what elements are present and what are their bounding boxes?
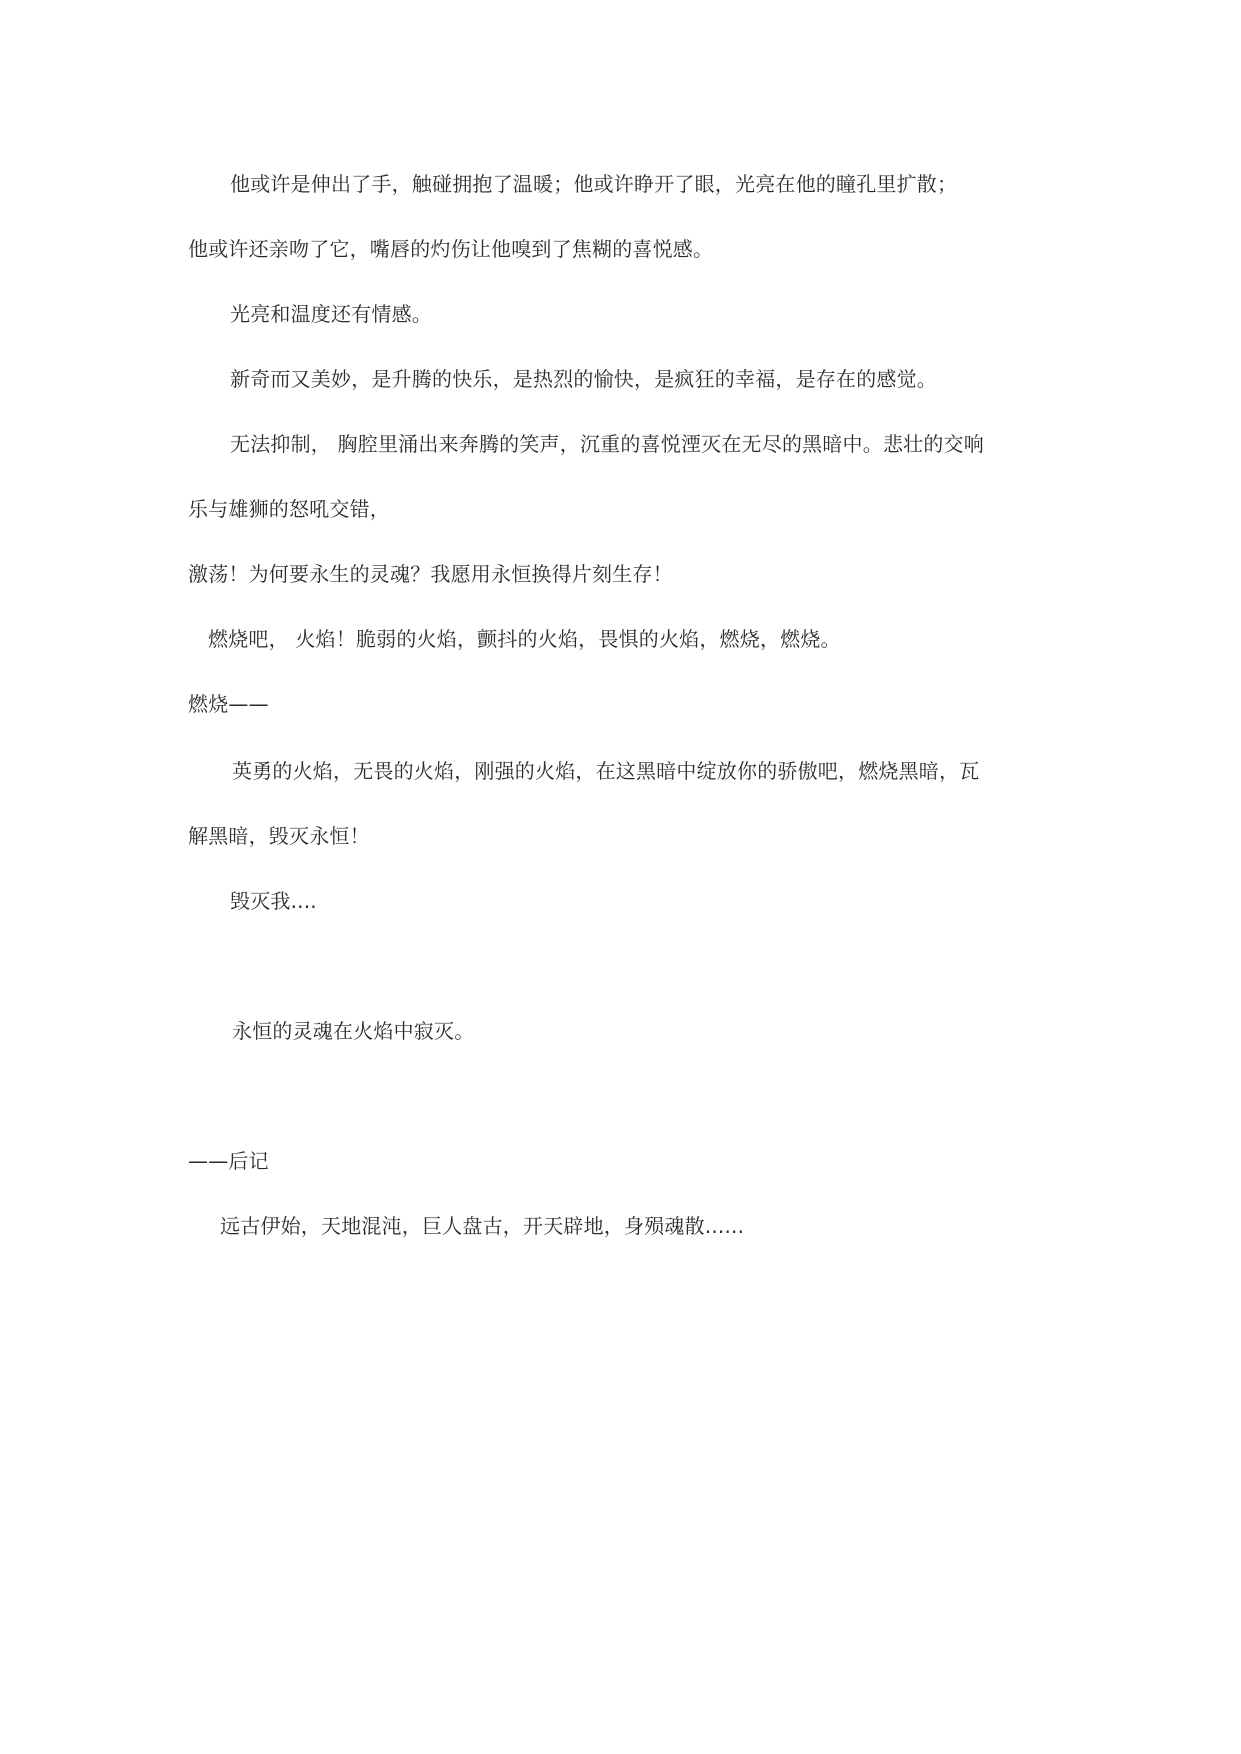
paragraph-line: 他或许是伸出了手，触碰拥抱了温暖；他或许睁开了眼，光亮在他的瞳孔里扩散； bbox=[230, 172, 958, 196]
paragraph-line: 燃烧吧， 火焰！脆弱的火焰，颤抖的火焰，畏惧的火焰，燃烧，燃烧。 bbox=[208, 627, 841, 651]
paragraph-line: 永恒的灵魂在火焰中寂灭。 bbox=[232, 1019, 475, 1043]
paragraph-line: 远古伊始，天地混沌，巨人盘古，开天辟地，身殒魂散...... bbox=[220, 1214, 745, 1238]
paragraph-line: 新奇而又美妙，是升腾的快乐，是热烈的愉快，是疯狂的幸福，是存在的感觉。 bbox=[230, 367, 937, 391]
paragraph-line: 解黑暗，毁灭永恒！ bbox=[188, 824, 370, 848]
paragraph-line: 英勇的火焰，无畏的火焰，刚强的火焰，在这黑暗中绽放你的骄傲吧，燃烧黑暗，瓦 bbox=[232, 759, 980, 783]
paragraph-line: 他或许还亲吻了它，嘴唇的灼伤让他嗅到了焦糊的喜悦感。 bbox=[188, 237, 714, 261]
afterword-heading: ——后记 bbox=[188, 1149, 269, 1173]
paragraph-line: 无法抑制， 胸腔里涌出来奔腾的笑声，沉重的喜悦湮灭在无尽的黑暗中。悲壮的交响 bbox=[230, 432, 984, 456]
paragraph-line: 光亮和温度还有情感。 bbox=[230, 302, 432, 326]
paragraph-line: 燃烧—— bbox=[188, 692, 269, 716]
paragraph-line: 激荡！为何要永生的灵魂？我愿用永恒换得片刻生存！ bbox=[188, 562, 673, 586]
paragraph-line: 毁灭我.... bbox=[230, 889, 317, 913]
paragraph-line: 乐与雄狮的怒吼交错， bbox=[188, 497, 390, 521]
